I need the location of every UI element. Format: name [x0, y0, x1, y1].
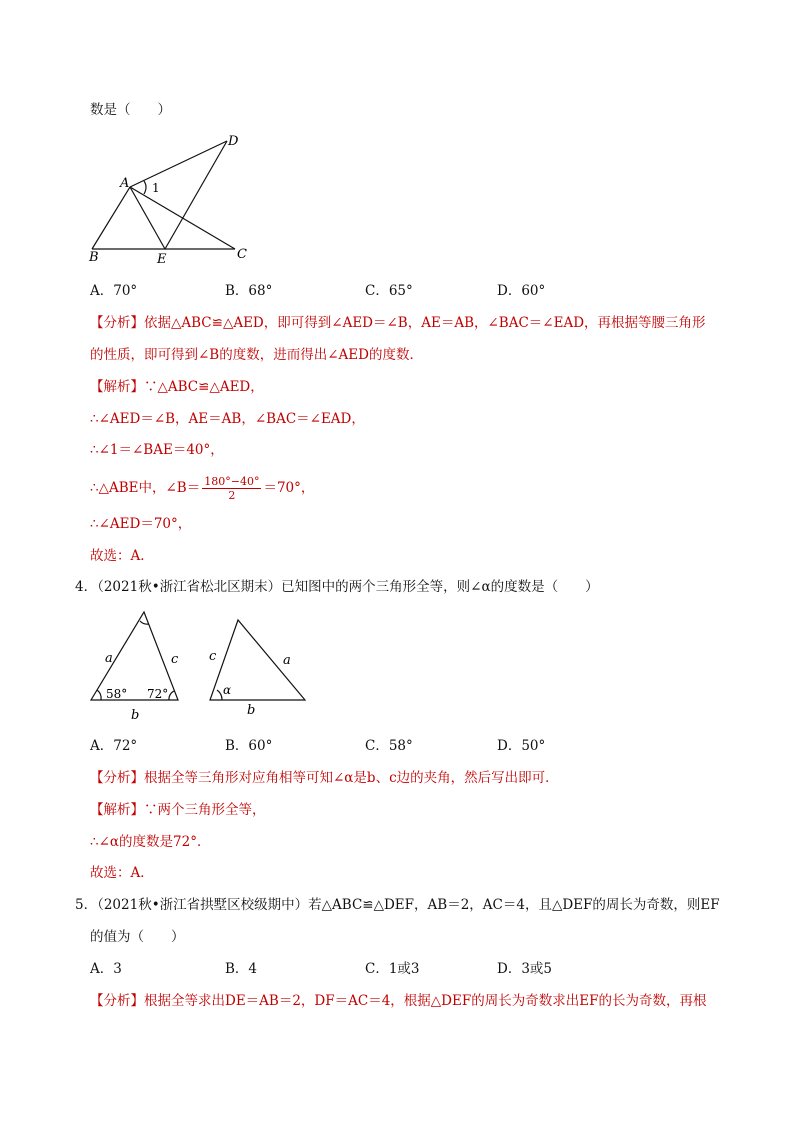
q3-analysis-line2: 的性质，即可得到∠B的度数，进而得出∠AED的度数．: [90, 347, 423, 363]
q4-solution-line2: ∴∠α的度数是72°．: [90, 834, 211, 850]
label-e: E: [157, 252, 167, 267]
q4-label-b2: b: [247, 703, 256, 718]
q3-solution-line3: ∴∠1＝∠BAE＝40°，: [90, 442, 224, 458]
q3-solution-line5: ∴∠AED＝70°，: [90, 516, 192, 532]
q5-option-a[interactable]: A．3: [90, 961, 122, 977]
q4-label-58: 58°: [106, 687, 128, 701]
q3-solution-line4: [90, 473, 314, 503]
q3-solution-line1: 【解析】∵△ABC≌△AED，: [90, 379, 264, 395]
label-angle-1: 1: [152, 181, 160, 195]
q3-option-b[interactable]: B．68°: [225, 283, 273, 299]
q3-option-a[interactable]: A．70°: [90, 283, 138, 299]
q5-option-d[interactable]: D．3或5: [497, 961, 553, 977]
q3-solution-line4-post: ＝70°，: [263, 480, 315, 496]
q3-answer: 故选：A．: [90, 548, 154, 564]
q4-option-c[interactable]: C．58°: [365, 738, 413, 754]
q4-solution-line1: 【解析】∵两个三角形全等，: [90, 802, 266, 818]
q3-option-c[interactable]: C．65°: [365, 283, 413, 299]
q4-label-b1: b: [131, 708, 140, 723]
q4-label-a1: a: [105, 651, 113, 666]
q4-label-72: 72°: [147, 687, 169, 701]
q4-option-a[interactable]: A．72°: [90, 738, 138, 754]
q4-label-c1: c: [171, 652, 179, 667]
q3-fraction: [202, 475, 261, 502]
q4-label-alpha: α: [223, 683, 232, 697]
label-d: D: [228, 134, 239, 149]
q4-label-a2: a: [283, 653, 291, 668]
label-a: A: [120, 176, 130, 191]
q3-stem-tail: 数是（ ）: [90, 102, 171, 118]
q5-analysis: 【分析】根据全等求出DE＝AB＝2，DF＝AC＝4，根据△DEF的周长为奇数求出EF的长为奇数，再根: [90, 993, 707, 1009]
label-b: B: [89, 250, 99, 265]
q3-option-d[interactable]: D．60°: [497, 283, 546, 299]
q4-option-b[interactable]: B．60°: [225, 738, 273, 754]
q5-option-b[interactable]: B．4: [225, 961, 258, 977]
q4-answer: 故选：A．: [90, 865, 154, 881]
label-c: C: [237, 247, 247, 262]
q3-figure: [80, 125, 260, 270]
q3-analysis-line1: 【分析】依据△ABC≌△AED，即可得到∠AED＝∠B，AE＝AB，∠BAC＝∠EAD，再根据等腰三角形: [90, 315, 706, 331]
q5-stem-line1: 5．（2021秋•浙江省拱墅区校级期中）若△ABC≌△DEF，AB＝2，AC＝4，且△DEF的周长为奇数，则EF: [75, 897, 720, 913]
q5-stem-line2: 的值为（ ）: [90, 929, 185, 945]
q4-label-c2: c: [209, 649, 217, 664]
q3-solution-line4-pre: ∴△ABE中，∠B＝: [90, 480, 201, 496]
q4-option-d[interactable]: D．50°: [497, 738, 546, 754]
q4-figure: [85, 608, 315, 723]
q3-fraction-denominator: 2: [228, 489, 236, 502]
q3-fraction-numerator: 180°−40°: [204, 475, 260, 488]
q3-solution-line2: ∴∠AED＝∠B，AE＝AB，∠BAC＝∠EAD，: [90, 411, 365, 427]
q4-analysis: 【分析】根据全等三角形对应角相等可知∠α是b、c边的夹角，然后写出即可．: [90, 770, 559, 786]
q5-option-c[interactable]: C．1或3: [365, 961, 420, 977]
q4-stem: 4．（2021秋•浙江省松北区期末）已知图中的两个三角形全等，则∠α的度数是（ ）: [75, 579, 599, 595]
